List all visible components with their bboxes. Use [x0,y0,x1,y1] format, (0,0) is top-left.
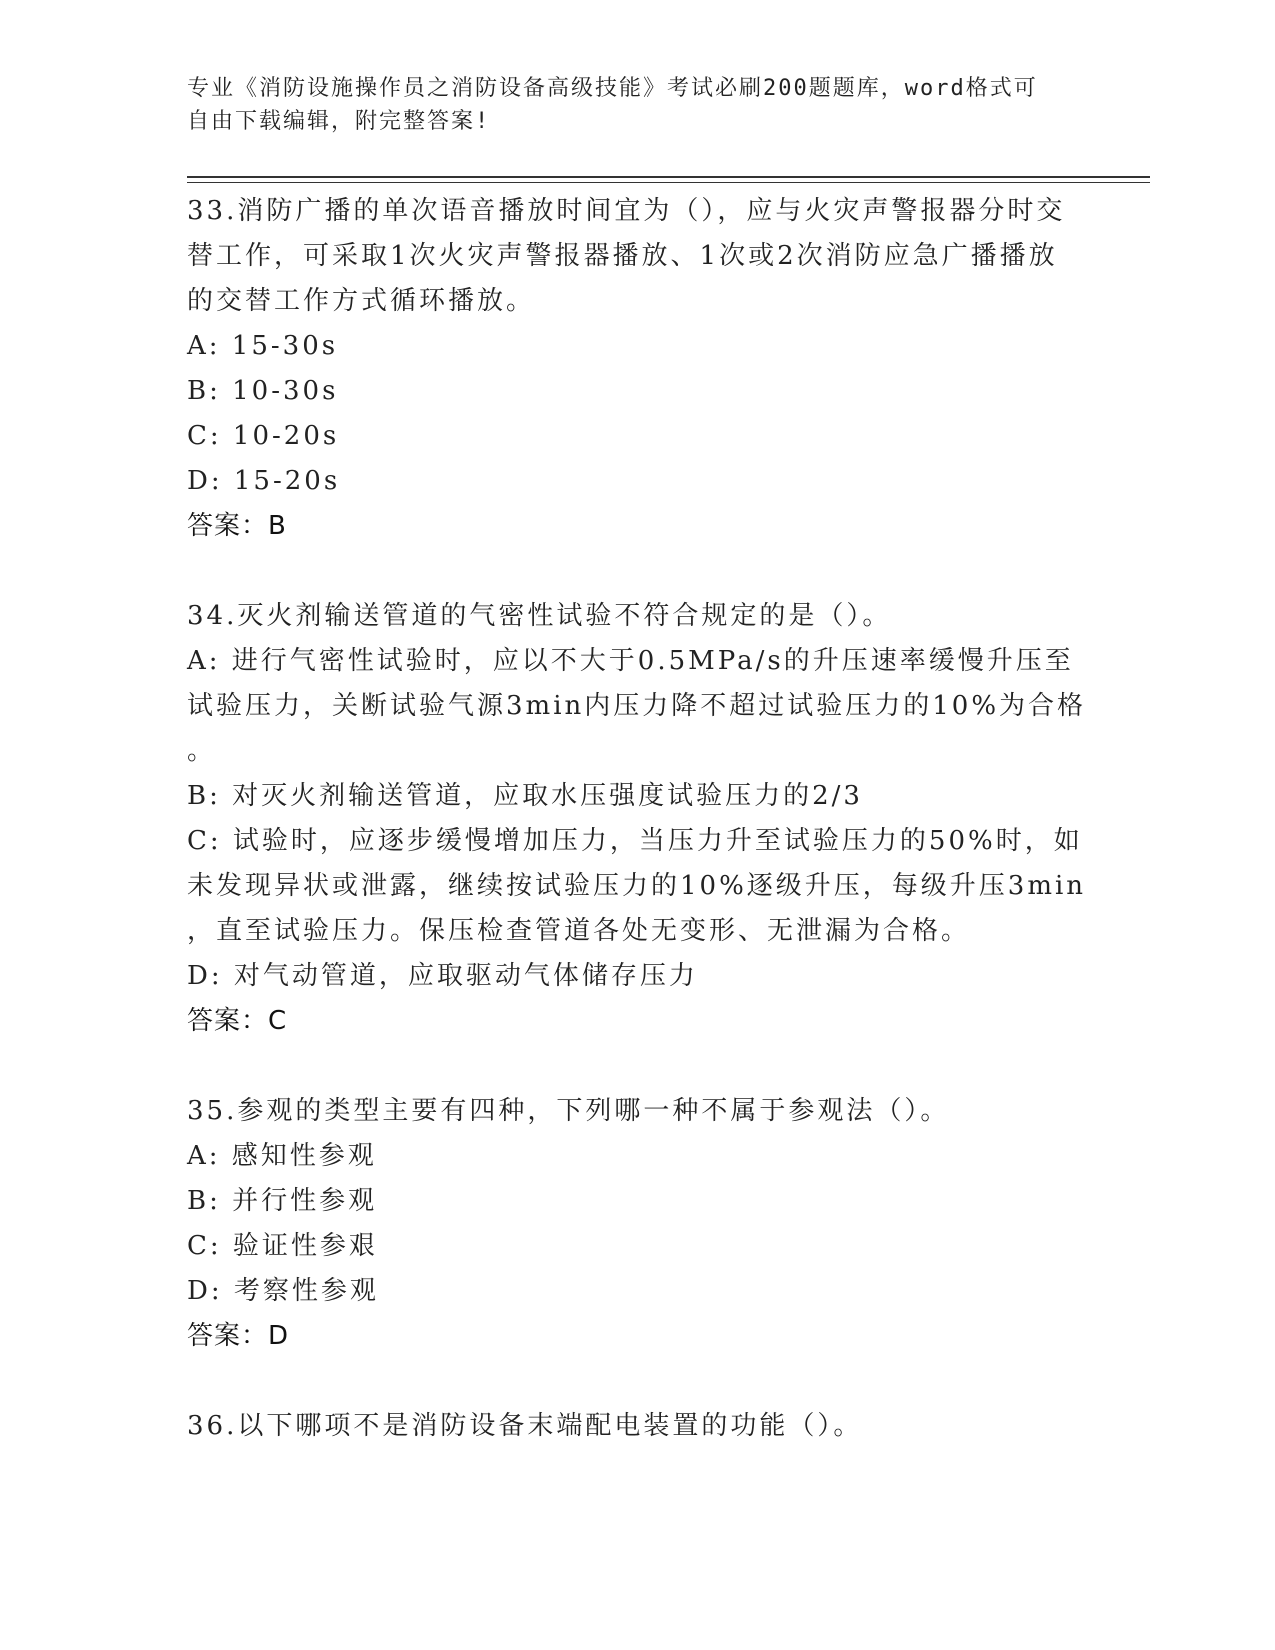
question-stem-line: 33.消防广播的单次语音播放时间宜为（），应与火灾声警报器分时交 [187,196,1066,226]
option-c: C: 10-20s [187,421,340,451]
header-divider-thick [187,176,1150,178]
answer: 答案：C [187,1006,288,1036]
question-stem-line: 的交替工作方式循环播放。 [187,286,536,316]
option-d: D: 对气动管道，应取驱动气体储存压力 [187,961,698,991]
option-c-continued: ，直至试验压力。保压检查管道各处无变形、无泄漏为合格。 [187,916,971,946]
question-35 [187,1089,1087,1359]
header-divider-thin [187,182,1150,183]
header-line-1: 专业《消防设施操作员之消防设备高级技能》考试必刷200题题库，word格式可 [187,76,1038,101]
header-line-2: 自由下载编辑，附完整答案! [187,109,491,134]
answer: 答案：D [187,1321,290,1351]
option-d: D: 15-20s [187,466,341,496]
document-header [187,72,1067,138]
option-c: C: 验证性参艰 [187,1231,378,1261]
option-b: B: 10-30s [187,376,339,406]
question-stem-line: 36.以下哪项不是消防设备末端配电装置的功能（）。 [187,1411,863,1441]
question-33 [187,189,1087,549]
question-36 [187,1404,1087,1449]
option-a-continued: 。 [187,736,217,766]
option-c-continued: 未发现异状或泄露，继续按试验压力的10%逐级升压，每级升压3min [187,871,1087,901]
answer: 答案：B [187,511,287,541]
option-a: A: 进行气密性试验时，应以不大于0.5MPa/s的升压速率缓慢升压至 [187,646,1074,676]
question-stem-line: 替工作，可采取1次火灾声警报器播放、1次或2次消防应急广播播放 [187,241,1058,271]
option-b: B: 对灭火剂输送管道，应取水压强度试验压力的2/3 [187,781,863,811]
option-a: A: 感知性参观 [187,1141,377,1171]
question-stem-line: 34.灭火剂输送管道的气密性试验不符合规定的是（）。 [187,601,892,631]
question-list [187,189,1087,1449]
question-34 [187,594,1087,1044]
option-c: C: 试验时，应逐步缓慢增加压力，当压力升至试验压力的50%时，如 [187,826,1083,856]
question-stem-line: 35.参观的类型主要有四种，下列哪一种不属于参观法（）。 [187,1096,950,1126]
option-a: A: 15-30s [187,331,339,361]
option-a-continued: 试验压力，关断试验气源3min内压力降不超过试验压力的10%为合格 [187,691,1087,721]
option-d: D: 考察性参观 [187,1276,379,1306]
option-b: B: 并行性参观 [187,1186,378,1216]
